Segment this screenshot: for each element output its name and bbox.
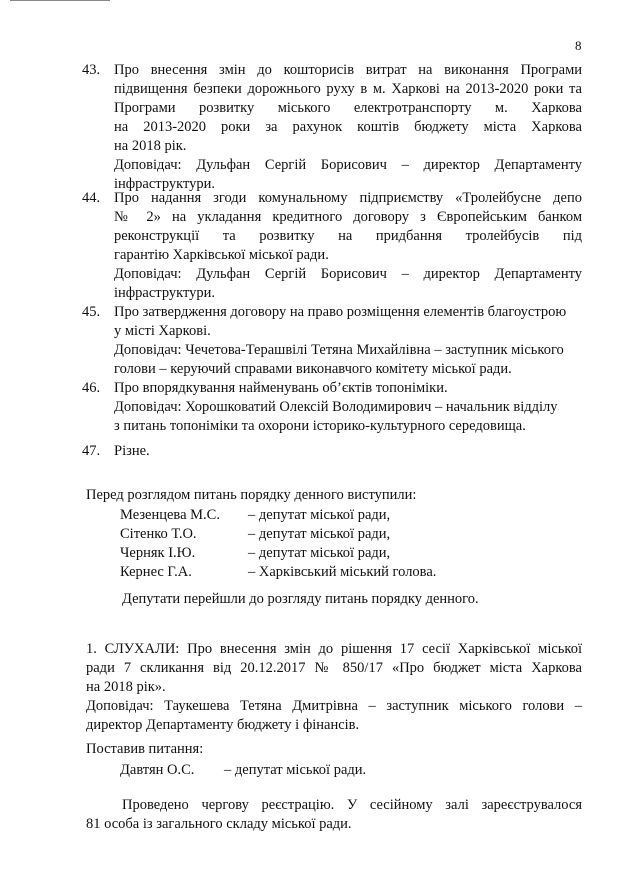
question-raised-label: Поставив питання: <box>86 741 204 757</box>
registration-line: Проведено чергову реєстрацію. У сесійному залі зареєструвалося <box>122 797 582 813</box>
page-number: 8 <box>575 38 582 53</box>
item-number: 44. <box>82 190 101 206</box>
heard-speaker-line: Доповідач: Таукешева Тетяна Дмитрівна – заступник міського голови – <box>86 698 582 714</box>
speaker-row <box>120 525 586 544</box>
item-line: у місті Харкові. <box>114 323 211 339</box>
transition-text: Депутати перейшли до розгляду питань порядку денного. <box>122 591 479 607</box>
speaker-role: – Харківський міський голова. <box>248 564 437 580</box>
item-speaker-line: Доповідач: Дульфан Сергій Борисович – директор Департаменту <box>114 266 582 282</box>
item-line: Різне. <box>114 443 150 459</box>
heard-line: на 2018 рік». <box>86 679 166 695</box>
heard-line: 1. СЛУХАЛИ: Про внесення змін до рішення 17 сесії Харківської міської <box>86 641 582 657</box>
item-speaker-line: Доповідач: Хорошковатий Олексій Володимирович – начальник відділу <box>114 399 558 415</box>
item-line: реконструкції та розвитку на придбання тролейбусів під <box>114 228 582 244</box>
item-number: 47. <box>82 443 101 459</box>
item-line: Про надання згоди комунальному підприємству «Тролейбусне депо <box>114 190 582 206</box>
speaker-name: Черняк І.Ю. <box>120 545 196 561</box>
agenda-item-44 <box>82 189 582 303</box>
item-line: Про внесення змін до кошторисів витрат на виконання Програми <box>114 62 582 78</box>
registration-block <box>86 796 582 834</box>
speaker-name: Кернес Г.А. <box>120 564 192 580</box>
item-line: на 2018 рік. <box>114 138 187 154</box>
questioner-row <box>120 761 582 780</box>
agenda-item-43 <box>82 61 582 194</box>
questioner-name: Давтян О.С. <box>120 762 195 778</box>
speaker-role: – депутат міської ради, <box>248 526 391 542</box>
item-speaker-line: голови – керуючий справами виконавчого комітету міської ради. <box>114 361 512 377</box>
agenda-item-47 <box>82 442 582 461</box>
speaker-name: Мезенцева М.С. <box>120 507 220 523</box>
item-speaker-line: з питань топоніміки та охорони історико-культурного середовища. <box>114 418 526 434</box>
item-line: № 2» на укладання кредитного договору з Європейським банком <box>114 209 582 225</box>
speakers-intro: Перед розглядом питань порядку денного виступили: <box>86 487 417 503</box>
heard-line: ради 7 скликання від 20.12.2017 № 850/17 «Про бюджет міста Харкова <box>86 660 582 676</box>
item-line: Про затвердження договору на право розміщення елементів благоустрою <box>114 304 567 320</box>
item-number: 45. <box>82 304 101 320</box>
speaker-row <box>120 506 586 525</box>
speaker-row <box>120 544 586 563</box>
questioner-role: – депутат міської ради. <box>224 762 367 778</box>
agenda-item-46 <box>82 379 582 436</box>
item-speaker-line: Доповідач: Дульфан Сергій Борисович – директор Департаменту <box>114 157 582 173</box>
item-line: гарантію Харківської міської ради. <box>114 247 329 263</box>
speaker-role: – депутат міської ради, <box>248 507 391 523</box>
registration-line: 81 особа із загального складу міської ради. <box>86 816 352 832</box>
item-line: підвищення безпеки дорожнього руху в м. Харкові на 2013-2020 роки та <box>114 81 582 97</box>
item-speaker-line: інфраструктури. <box>114 176 216 192</box>
heard-speaker-line: директор Департаменту бюджету і фінансів. <box>86 717 360 733</box>
speaker-name: Сітенко Т.О. <box>120 526 197 542</box>
item-number: 46. <box>82 380 101 396</box>
item-line: Програми розвитку міського електротранспорту м. Харкова <box>114 100 582 116</box>
speaker-row <box>120 563 586 582</box>
item-line: на 2013-2020 роки за рахунок коштів бюджету міста Харкова <box>114 119 582 135</box>
heard-section <box>86 640 582 735</box>
speaker-role: – депутат міської ради, <box>248 545 391 561</box>
agenda-item-45 <box>82 303 582 379</box>
item-number: 43. <box>82 62 101 78</box>
top-rule <box>10 0 110 1</box>
item-speaker-line: інфраструктури. <box>114 285 216 301</box>
question-block <box>86 740 582 780</box>
item-speaker-line: Доповідач: Чечетова-Терашвілі Тетяна Михайлівна – заступник міського <box>114 342 564 358</box>
item-line: Про впорядкування найменувань об’єктів топоніміки. <box>114 380 448 396</box>
speakers-block <box>86 486 586 582</box>
